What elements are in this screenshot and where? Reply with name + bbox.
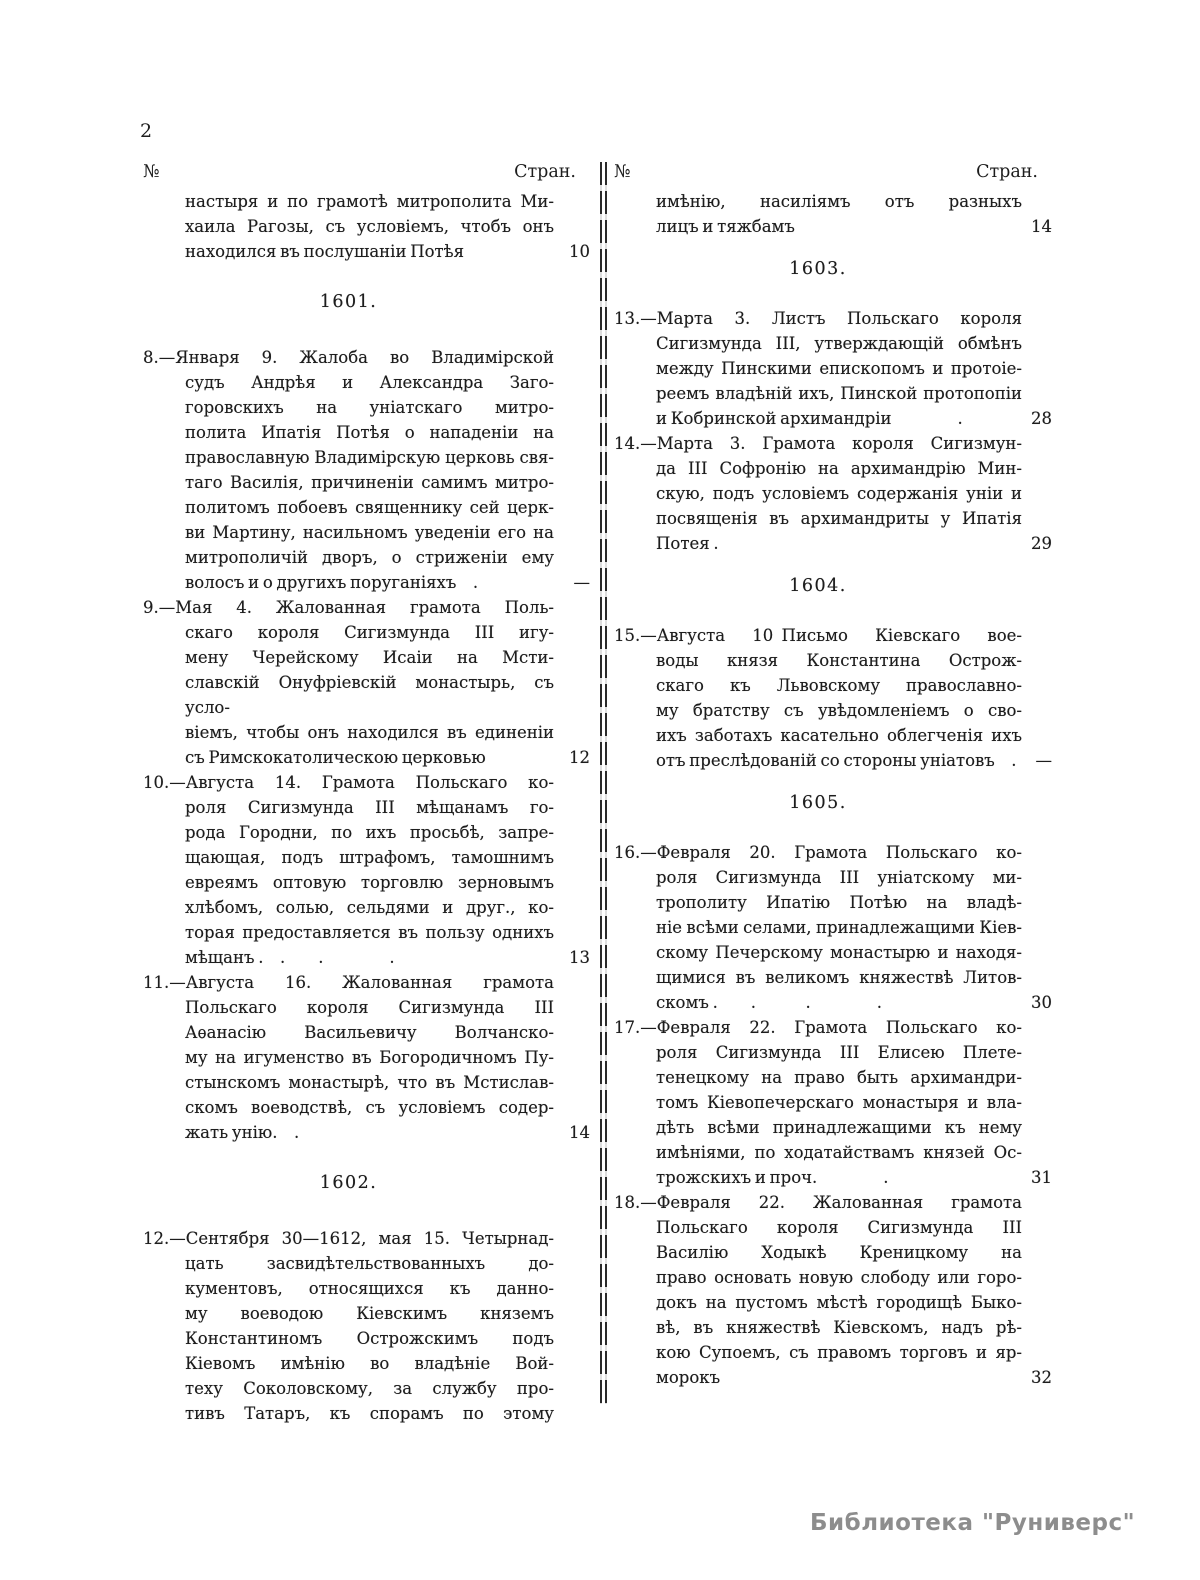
entry-line: ніе всѣми селами, принадлежащими Кіев- bbox=[656, 918, 1022, 937]
entry-line: му на игуменство въ Богородичномъ Пу- bbox=[185, 1048, 554, 1067]
entry-page-number: — bbox=[573, 573, 590, 592]
entry-line: право основать новую слободу или горо- bbox=[656, 1268, 1022, 1287]
toc-blocks-left bbox=[143, 189, 590, 1426]
entry-line: лицъ и тяжбамъ bbox=[656, 217, 795, 236]
entry-page-number: 28 bbox=[1031, 409, 1052, 428]
entry-line: кою Супоемъ, съ правомъ торговъ и яр- bbox=[656, 1343, 1022, 1362]
entry-line: роля Сигизмунда III Елисею Плете- bbox=[656, 1043, 1022, 1062]
entry-line: тенецкому на право быть архимандри- bbox=[656, 1068, 1022, 1087]
entry-line: мѣщанъ . . . . bbox=[185, 948, 395, 967]
column-header-left bbox=[143, 160, 590, 185]
entry-line: му братству съ увѣдомленіемъ о сво- bbox=[656, 701, 1022, 720]
entry-page-number: 32 bbox=[1031, 1368, 1052, 1387]
toc-continuation bbox=[614, 189, 1052, 239]
entry-line: томъ Кіевопечерскаго монастыря и вла- bbox=[656, 1093, 1022, 1112]
entry-page-number: 31 bbox=[1031, 1168, 1052, 1187]
entry-line: волосъ и о другихъ поруганіяхъ . bbox=[185, 573, 479, 592]
entry-line: щающая, подъ штрафомъ, тамошнимъ bbox=[185, 848, 554, 867]
entry-page-number: 14 bbox=[569, 1123, 590, 1142]
year-heading: 1602. bbox=[319, 1173, 378, 1193]
entry-line: скомъ . . . . bbox=[656, 993, 883, 1012]
page-column-header: Стран. bbox=[976, 162, 1038, 182]
entry-line: имѣнію, насиліямъ отъ разныхъ bbox=[656, 192, 1022, 211]
entry-line: Кіевомъ имѣнію во владѣніе Вой- bbox=[185, 1354, 554, 1373]
entry-page-number: 12 bbox=[569, 748, 590, 767]
entry-line: скому Печерскому монастырю и находя- bbox=[656, 943, 1022, 962]
entry-line: стынскомъ монастырѣ, что въ Мстислав- bbox=[185, 1073, 554, 1092]
library-watermark: Библиотека "Руниверс" bbox=[810, 1510, 1136, 1536]
entry-line: воды князя Константина Острож- bbox=[656, 651, 1022, 670]
entry-page-number: 13 bbox=[569, 948, 590, 967]
entry-line: віемъ, чтобы онъ находился въ единеніи bbox=[185, 723, 554, 742]
entry-line: Василію Ходыкѣ Креницкому на bbox=[656, 1243, 1022, 1262]
entry-page-number: 10 bbox=[569, 242, 590, 261]
entry-line: судъ Андрѣя и Александра Заго- bbox=[185, 373, 554, 392]
entry-line: морокъ bbox=[656, 1368, 721, 1387]
toc-entry bbox=[143, 1226, 590, 1426]
entry-line: докъ на пустомъ мѣстѣ городищѣ Быко- bbox=[656, 1293, 1022, 1312]
entry-line: 18.—Февраля 22. Жалованная грамота bbox=[614, 1193, 1022, 1212]
entry-line: между Пинскими епископомъ и протоіе- bbox=[656, 359, 1022, 378]
entry-line: скаго къ Львовскому православно- bbox=[656, 676, 1022, 695]
entry-line: 17.—Февраля 22. Грамота Польскаго ко- bbox=[614, 1018, 1022, 1037]
entry-line: скую, подъ условіемъ содержанія уніи и bbox=[656, 484, 1022, 503]
entry-page-number: 14 bbox=[1031, 217, 1052, 236]
toc-column-right bbox=[614, 160, 1052, 1390]
entry-line: жать унію. . bbox=[185, 1123, 300, 1142]
entry-line: кументовъ, относящихся къ данно- bbox=[185, 1279, 554, 1298]
toc-continuation bbox=[143, 189, 590, 264]
entry-line: митрополичій дворъ, о стриженіи ему bbox=[185, 548, 554, 567]
entry-line: 11.—Августа 16. Жалованная грамота bbox=[143, 973, 554, 992]
entry-page-number: 30 bbox=[1031, 993, 1052, 1012]
entry-line: тивъ Татаръ, къ спорамъ по этому bbox=[185, 1404, 554, 1423]
entry-line: 13.—Марта 3. Листъ Польскаго короля bbox=[614, 309, 1022, 328]
entry-line: хлѣбомъ, солью, сельдями и друг., ко- bbox=[185, 898, 554, 917]
entry-line: щимися въ великомъ княжествѣ Литов- bbox=[656, 968, 1022, 987]
entry-line: 14.—Марта 3. Грамота короля Сигизмун- bbox=[614, 434, 1022, 453]
toc-entry bbox=[614, 623, 1052, 773]
entry-line: вѣ, въ княжествѣ Кіевскомъ, надъ рѣ- bbox=[656, 1318, 1022, 1337]
page-folio-number: 2 bbox=[140, 120, 153, 142]
entry-line: му воеводою Кіевскимъ княземъ bbox=[185, 1304, 554, 1323]
toc-entry bbox=[143, 970, 590, 1145]
entry-line: теху Соколовскому, за службу про- bbox=[185, 1379, 554, 1398]
entry-line: трополиту Ипатію Потѣю на владѣ- bbox=[656, 893, 1022, 912]
entry-line: да III Софронію на архимандрію Мин- bbox=[656, 459, 1022, 478]
entry-line: отъ преслѣдованій со стороны уніатовъ . bbox=[656, 751, 1017, 770]
entry-line: православную Владимірскую церковь свя- bbox=[185, 448, 554, 467]
entry-line: Аѳанасію Васильевичу Волчанско- bbox=[185, 1023, 554, 1042]
entry-line: и Кобринской архимандріи . bbox=[656, 409, 963, 428]
entry-line: 15.—Августа 10 Письмо Кіевскаго вое- bbox=[614, 626, 1022, 645]
entry-line: настыря и по грамотѣ митрополита Ми- bbox=[185, 192, 554, 211]
toc-entry bbox=[614, 306, 1052, 431]
entry-line: посвященія въ архимандриты у Ипатія bbox=[656, 509, 1022, 528]
entry-line: ви Мартину, насильномъ уведеніи его на bbox=[185, 523, 554, 542]
toc-entry bbox=[614, 1190, 1052, 1390]
column-divider-rule bbox=[600, 162, 607, 1404]
number-column-header: № bbox=[614, 162, 631, 182]
entry-line: Польскаго короля Сигизмунда III bbox=[185, 998, 554, 1017]
entry-line: 10.—Августа 14. Грамота Польскаго ко- bbox=[143, 773, 554, 792]
toc-blocks-right bbox=[614, 189, 1052, 1390]
toc-column-left bbox=[143, 160, 590, 1426]
entry-line: Сигизмунда III, утверждающій обмѣнъ bbox=[656, 334, 1022, 353]
page-column-header: Стран. bbox=[514, 162, 576, 182]
entry-line: 16.—Февраля 20. Грамота Польскаго ко- bbox=[614, 843, 1022, 862]
entry-line: мену Черейскому Исаіи на Мсти- bbox=[185, 648, 554, 667]
entry-line: горовскихъ на уніатскаго митро- bbox=[185, 398, 554, 417]
entry-line: Константиномъ Острожскимъ подъ bbox=[185, 1329, 554, 1348]
entry-line: трожскихъ и проч. . bbox=[656, 1168, 889, 1187]
entry-line: 12.—Сентября 30—1612, мая 15. Четырнад- bbox=[143, 1229, 554, 1248]
entry-line: дѣть всѣми принадлежащими къ нему bbox=[656, 1118, 1022, 1137]
entry-line: скомъ воеводствѣ, съ условіемъ содер- bbox=[185, 1098, 554, 1117]
toc-entry bbox=[143, 595, 590, 770]
toc-entry bbox=[143, 770, 590, 970]
entry-line: скаго короля Сигизмунда III игу- bbox=[185, 623, 554, 642]
toc-entry bbox=[614, 1015, 1052, 1190]
year-heading: 1605. bbox=[789, 793, 847, 813]
entry-line: 8.—Января 9. Жалоба во Владимірской bbox=[143, 348, 554, 367]
entry-line: евреямъ оптовую торговлю зерновымъ bbox=[185, 873, 554, 892]
entry-line: ихъ заботахъ касательно облегченія ихъ bbox=[656, 726, 1022, 745]
toc-entry bbox=[614, 431, 1052, 556]
entry-line: полита Ипатія Потѣя о нападеніи на bbox=[185, 423, 554, 442]
year-heading: 1603. bbox=[789, 259, 847, 279]
entry-line: Потея . bbox=[656, 534, 719, 553]
entry-page-number: 29 bbox=[1031, 534, 1052, 553]
entry-line: рода Городни, по ихъ просьбѣ, запре- bbox=[185, 823, 554, 842]
entry-line: торая предоставляется въ пользу однихъ bbox=[185, 923, 554, 942]
entry-line: политомъ побоевъ священнику сей церк- bbox=[185, 498, 554, 517]
entry-line: 9.—Мая 4. Жалованная грамота Поль- bbox=[143, 598, 554, 617]
entry-line: хаила Рагозы, съ условіемъ, чтобъ онъ bbox=[185, 217, 554, 236]
entry-line: Польскаго короля Сигизмунда III bbox=[656, 1218, 1022, 1237]
year-heading: 1601. bbox=[319, 292, 378, 312]
column-header-right bbox=[614, 160, 1052, 185]
entry-line: цать засвидѣтельствованныхъ до- bbox=[185, 1254, 554, 1273]
entry-line: роля Сигизмунда III мѣщанамъ го- bbox=[185, 798, 554, 817]
entry-line: съ Римскокатолическою церковью bbox=[185, 748, 486, 767]
entry-line: таго Василія, причиненіи самимъ митро- bbox=[185, 473, 554, 492]
entry-page-number: — bbox=[1035, 751, 1052, 770]
entry-line: имѣніями, по ходатайствамъ князей Ос- bbox=[656, 1143, 1022, 1162]
entry-line: славскій Онуфріевскій монастырь, съ усло- bbox=[185, 673, 554, 717]
toc-entry bbox=[143, 345, 590, 595]
entry-line: роля Сигизмунда III уніатскому ми- bbox=[656, 868, 1022, 887]
entry-line: находился въ послушаніи Потѣя bbox=[185, 242, 465, 261]
toc-entry bbox=[614, 840, 1052, 1015]
number-column-header: № bbox=[143, 162, 160, 182]
entry-line: реемъ владѣній ихъ, Пинской протопопіи bbox=[656, 384, 1022, 403]
year-heading: 1604. bbox=[789, 576, 847, 596]
